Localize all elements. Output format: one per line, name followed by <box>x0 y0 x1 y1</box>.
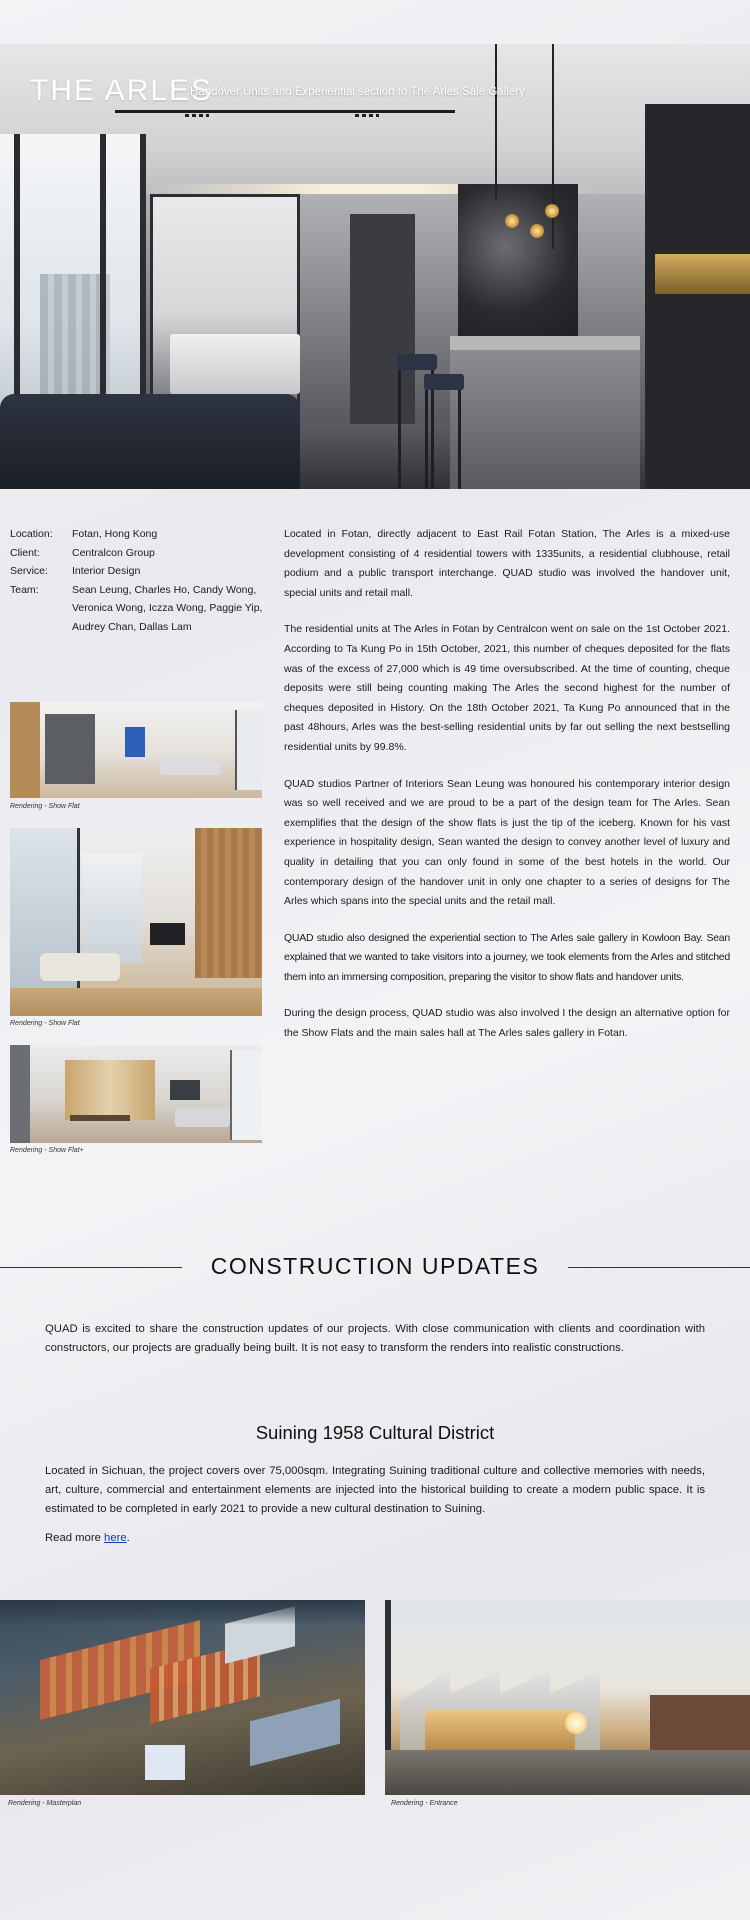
description-paragraph: During the design process, QUAD studio was also involved I the design an alternative option for the Show Flats and the main sales hall at The Arles sales gallery in Fotan. <box>284 1007 730 1040</box>
info-key: Location: <box>10 528 53 540</box>
description-paragraph: The residential units at The Arles in Fotan by Centralcon went on sale on the 1st October 2021. According to Ta Kung Po in 15th October, 2021, this number of cheques deposited for the flats was of the excess of 27,000 which is 49 time oversubscribed. At the time of counting, cheque deposits were still being counting making The Arles the second highest for the number of cheques deposited in History. On the 18th October 2021, Ta Kung Po announced that in the past 48hours, Arles was the best-selling residential units by far out selling the next bestselling residential units by 99.8%. <box>284 623 730 753</box>
hero-image <box>0 44 750 489</box>
construction-updates-intro: QUAD is excited to share the construction updates of our projects. With close communication with clients and coordination with constructors, our projects are gradually being built. It is not easy to transform the renders into realistic constructions. <box>45 1323 705 1354</box>
project-description <box>284 525 730 1061</box>
info-row-location <box>10 525 270 544</box>
hero-bar-stool <box>425 374 461 489</box>
info-key: Service: <box>10 565 48 577</box>
hero-ceiling-bar <box>115 110 455 113</box>
hero-pendant-cord <box>495 44 497 199</box>
info-value: Fotan, Hong Kong <box>72 528 158 540</box>
hero-pendant-light <box>505 214 519 228</box>
info-value: Interior Design <box>72 565 141 577</box>
render-caption: Rendering - Masterplan <box>8 1800 82 1807</box>
hero-island-top <box>450 336 640 350</box>
render-caption: Rendering - Show Flat+ <box>10 1147 84 1154</box>
info-key: Team: <box>10 583 39 596</box>
render-show-flat-2 <box>10 828 262 1016</box>
hero-kitchen-light <box>655 254 750 294</box>
construction-updates-heading: CONSTRUCTION UPDATES <box>210 1253 540 1279</box>
render-masterplan <box>0 1600 365 1795</box>
render-caption: Rendering - Entrance <box>391 1800 458 1807</box>
project-summary: Located in Sichuan, the project covers over 75,000sqm. Integrating Suining traditional culture and collective memories with needs, art, culture, commercial and entertainment elements are injected into the historical building to create a modern public space. It is estimated to be completed in early 2021 to provide a new cultural destination to Suining. <box>45 1465 705 1515</box>
render-show-flat-1 <box>10 702 262 798</box>
info-row-team <box>10 581 270 637</box>
render-show-flat-3 <box>10 1045 262 1143</box>
info-value: Sean Leung, Charles Ho, Candy Wong, Veronica Wong, Iczza Wong, Paggie Yip, Audrey Chan, Dallas Lam <box>72 583 263 633</box>
render-caption: Rendering - Show Flat <box>10 803 80 810</box>
hero-kitchen-island <box>450 344 640 489</box>
hero-bed <box>170 334 300 394</box>
hero-pendant-cord <box>552 44 554 249</box>
read-more-link[interactable]: here <box>104 1532 127 1544</box>
info-row-client <box>10 544 270 563</box>
description-paragraph: Located in Fotan, directly adjacent to East Rail Fotan Station, The Arles is a mixed-use development consisting of 4 residential towers with 1335units, a residential clubhouse, retail podium and a public transport interchange. QUAD studio was involved the handover unit, special units and retail mall. <box>284 528 730 599</box>
hero-sofa <box>0 394 300 489</box>
hero-pendant-light <box>530 224 544 238</box>
project-title: THE ARLES <box>30 74 214 107</box>
description-paragraph: QUAD studio also designed the experiential section to The Arles sale gallery in Kowloon Bay. Sean explained that we wanted to take visitors into a journey, we took elements from the Arles and stitched them into an immersing composition, preparing the visitor to show flats and handover units. <box>284 931 730 983</box>
hero-kitchen-cabinets <box>645 104 750 489</box>
project-subtitle: Handover Units and Experiential section to The Arles Sale Gallery <box>190 86 525 98</box>
hero-pendant-light <box>545 204 559 218</box>
read-more-suffix: . <box>126 1532 130 1544</box>
project-info <box>10 525 270 636</box>
hero-ceiling-spotlights <box>355 114 379 117</box>
read-more <box>45 1532 130 1544</box>
description-paragraph: QUAD studios Partner of Interiors Sean Leung was honoured his contemporary interior design was so well received and we are proud to be a part of the design team for The Arles. Sean exemplifies that the design of the show flats is just the tip of the iceberg. Known for his vast experience in hospitality design, Sean wanted the design to convey another level of luxury and quality in detailing that you can only found in some of the best hotels in the world. Our contemporary design of the handover unit in only one chapter to a series of designs for The Arles which spans into the special units and the retail mall. <box>284 777 730 908</box>
project-heading: Suining 1958 Cultural District <box>255 1422 495 1443</box>
read-more-prefix: Read more <box>45 1532 105 1544</box>
info-value: Centralcon Group <box>72 546 155 559</box>
render-caption: Rendering - Show Flat <box>10 1020 80 1027</box>
info-row-service <box>10 562 270 581</box>
render-entrance <box>385 1600 750 1795</box>
hero-ceiling-spotlights <box>185 114 209 117</box>
info-key: Client: <box>10 546 40 559</box>
